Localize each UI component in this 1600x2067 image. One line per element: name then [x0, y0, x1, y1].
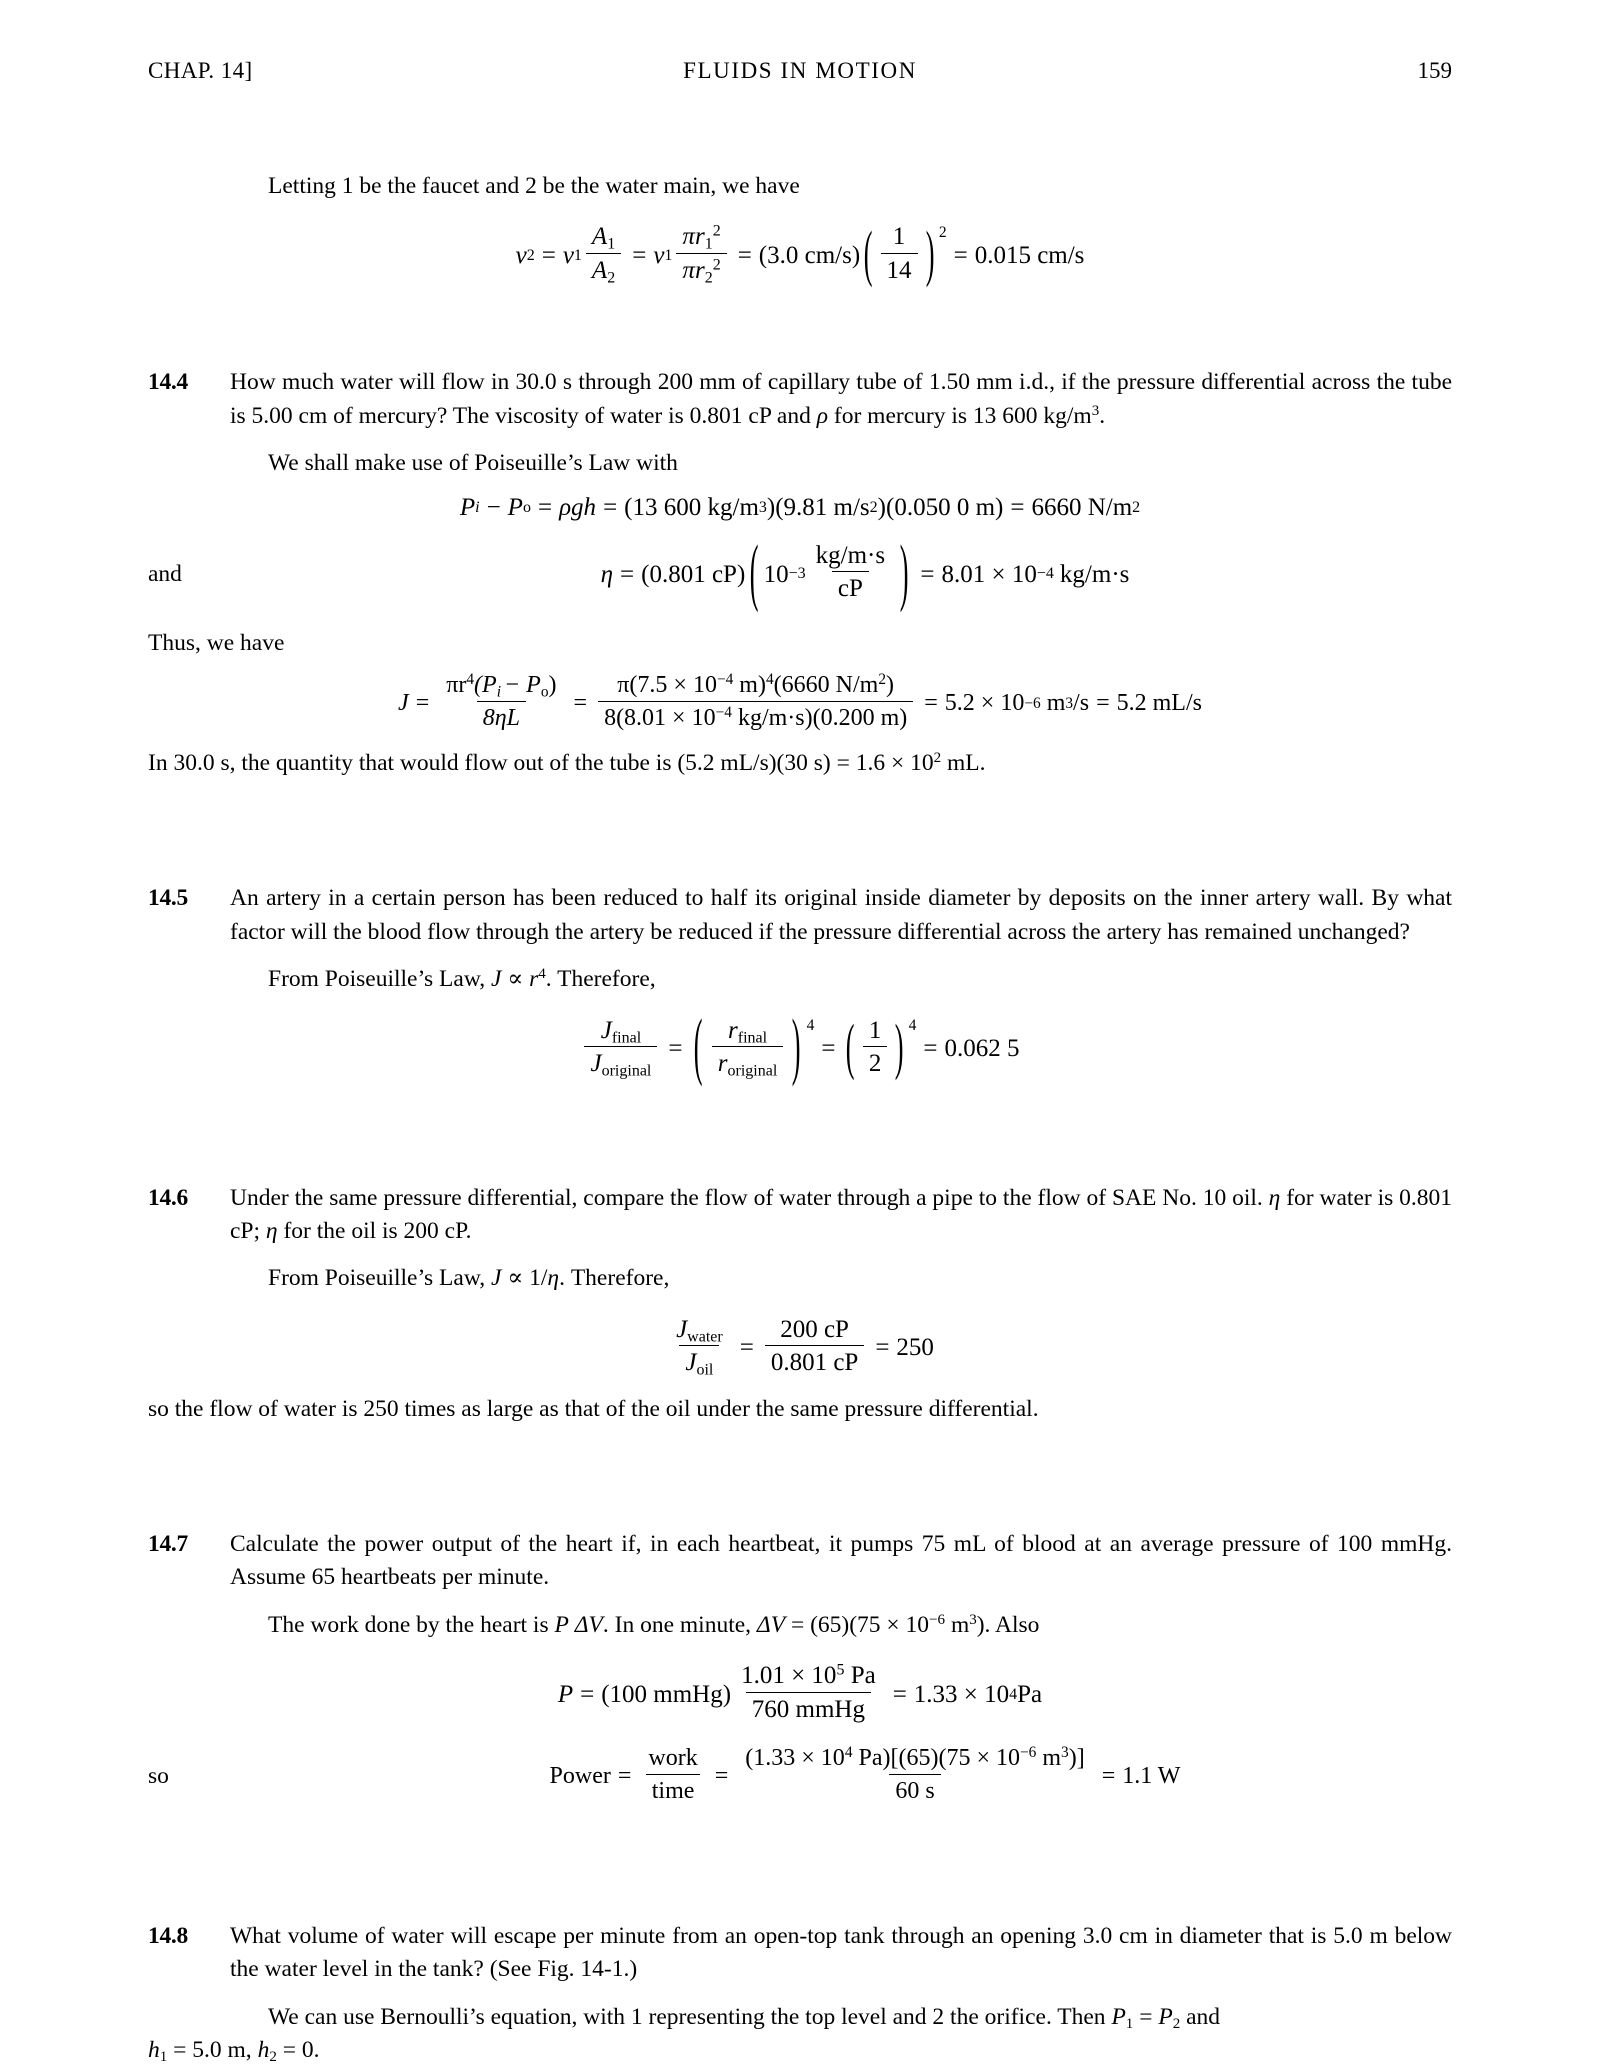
equation-pressure-conversion: P = (100 mmHg) $\frac{1.01 \times 10^5 Pa}{\text{760 mmHg}}$ = 1.33 × 10 4 Pa	[557, 1661, 1043, 1723]
problem-14-8	[148, 1920, 1452, 1987]
equation-power: Power = $\frac{\text{work}}{\text{time}}$ = $\frac{(1.33 \times 10^4 Pa)[(65)(75 \times 10^{-6} m^3)]}{60 s}$ = 1.1 W	[549, 1744, 1181, 1804]
solution-14-5-leadin: From Poiseuille’s Law, $J \propto r^4$. Therefore,	[268, 966, 656, 993]
problem-14-4	[148, 366, 1452, 433]
solution-14-6-closing: so the flow of water is 250 times as large as that of the oil under the same pressure differential.	[148, 1395, 1039, 1422]
solution-14-8-line2: $h_1 = 5.0$ m, $h_2 = 0$.	[148, 2036, 320, 2066]
problem-number: 14.4	[148, 369, 188, 396]
problem-statement: What volume of water will escape per minute from an open-top tank through an opening 3.0 cm in diameter that is 5.0 m below the water level in the tank? (See Fig. 14-1.)	[230, 1922, 1452, 1983]
eq-v2-result: 0.015 cm/s	[974, 242, 1085, 270]
frac-power-numeric: $\frac{(1.33 \times 10^4 Pa)[(65)(75 \times 10^{-6} m^3)]}{60 s}$	[745, 1744, 1085, 1804]
running-head	[148, 58, 1452, 88]
intro-paragraph	[230, 170, 1452, 203]
equation-v2: v 2 = v 1 $\frac{A_1}{A_2}$ = v 1 $\frac{\pi r_1^2}{\pi r_2^2}$ = (3.0 cm/s) ( $\frac{1}{14}$ ) 2 = 0.015 cm/s	[515, 221, 1085, 289]
problem-14-7	[148, 1528, 1452, 1595]
solution-14-4-closing: In 30.0 s, the quantity that would flow out of the tube is (5.2 mL/s)(30 $s) = 1.6 \times 10^2$ mL.	[148, 750, 986, 777]
problem-14-5	[148, 882, 1452, 949]
frac-areas: $\frac{A_1}{A_2}$	[586, 223, 621, 284]
equation-viscosity: η = (0.801 cP) ( 10 −3 $\frac{kg/m\cdot s}{cP}$ ) = 8.01 × 10 −4 kg/m·s	[600, 533, 1130, 615]
problem-number: 14.7	[148, 1530, 188, 1557]
equation-flow-ratio: $\frac{J_{final}}{J_{original}}$ = ( $\frac{r_{final}}{r_{original}}$ ) 4 = ( $\frac{1}{2}$ ) 4 = 0.062 5	[148, 1019, 1452, 1080]
and-label: and	[148, 560, 182, 587]
problem-14-6	[148, 1182, 1452, 1249]
problem-statement: Calculate the power output of the heart if, in each heartbeat, it pumps 75 mL of blood at an average pressure of 100 mmHg. Assume 65 heartbeats per minute.	[230, 1530, 1453, 1591]
equation-water-oil-ratio: $\frac{J_{water}}{J_{oil}}$ = $\frac{200 cP}{0.801 cP}$ = 250	[148, 1318, 1452, 1379]
eq-v2-speed: (3.0 cm/s)	[758, 242, 861, 270]
chapter-label: CHAP. 14]	[148, 58, 253, 83]
page-number: 159	[1417, 58, 1452, 83]
frac-poiseuille-numeric: $\frac{\pi(7.5 \times 10^{-4} m)^4(6660 N/m^2)}{8(8.01 \times 10^{-4} kg/m\cdot s)(0.200 m)}$	[598, 672, 913, 731]
problem-statement: An artery in a certain person has been reduced to half its original inside diameter by deposits on the inner artery wall. By what factor will the blood flow through the artery be reduced if the pressure differential across the artery has remained unchanged?	[230, 885, 1452, 945]
equation-pressure-diff: P i − P o = ρgh = (13 600 kg/m 3 ) (9.81 m/s 2 ) (0.050 0 m) = 6660 N/m 2	[459, 494, 1141, 522]
solution-14-4-leadin: We shall make use of Poiseuille’s Law with	[268, 450, 678, 477]
frac-pa-mmhg: $\frac{1.01 \times 10^5 Pa}{\text{760 mmHg}}$	[741, 1661, 876, 1723]
thus-label: Thus, we have	[148, 629, 285, 656]
equation-power-row	[148, 1744, 1452, 1806]
solution-14-8: We can use Bernoulli’s equation, with 1 representing the top level and 2 the orifice. Then $P_1 = P_2$ and	[268, 2003, 1221, 2032]
equation-viscosity-row	[148, 533, 1452, 615]
equation-flow-rate: J = $\frac{\pi r^4(P_i - P_o)}{8\eta L}$ = $\frac{\pi(7.5 \times 10^{-4} m)^4(6660 N/m^2)}{8(8.01 \times 10^{-4} kg/m\cdot s)(0.200 m)}$ = 5.2 × 10 −6 m 3 /s = 5.2 mL/s	[398, 671, 1202, 731]
page-title: FLUIDS IN MOTION	[683, 58, 917, 83]
page-content	[148, 170, 1452, 2067]
solution-14-7-leadin: The work done by the heart is P ΔV. In one minute, $\Delta V = (65)(75 \times 10^{-6}$ $m^3$). Also	[268, 1611, 1040, 1638]
frac-viscosity-ratio: $\frac{200 cP}{0.801 cP}$	[765, 1316, 865, 1377]
problem-number: 14.8	[148, 1922, 188, 1949]
frac-radii: $\frac{\pi r_1^2}{\pi r_2^2}$	[676, 223, 726, 284]
solution-14-6-leadin: From Poiseuille’s Law, J ∝ 1/η. Therefore,	[268, 1265, 670, 1292]
problem-number: 14.5	[148, 885, 188, 912]
frac-J-ratio: $\frac{J_{final}}{J_{original}}$	[584, 1017, 657, 1078]
frac-poiseuille-symbolic: $\frac{\pi r^4(P_i - P_o)}{8\eta L}$	[446, 671, 557, 731]
problem-statement: Under the same pressure differential, compare the flow of water through a pipe to the flow of SAE No. 10 oil. η for water is 0.801 cP; η for the oil is 200 cP.	[230, 1184, 1453, 1244]
problem-statement: How much water will flow in 30.0 s through 200 mm of capillary tube of 1.50 mm i.d., if the pressure differential across the tube is 5.00 cm of mercury? The viscosity of water is 0.801 cP and ρ for mercury is 13 600 $kg/m^3$.	[230, 369, 1452, 429]
frac-J-water-oil: $\frac{J_{water}}{J_{oil}}$	[676, 1315, 723, 1379]
problem-number: 14.6	[148, 1184, 188, 1211]
frac-work-time: $\frac{\text{work}}{\text{time}}$	[642, 1745, 703, 1804]
intro-text: Letting 1 be the faucet and 2 be the water main, we have	[268, 173, 800, 199]
eq-v2-lhs: v	[515, 242, 527, 270]
so-label: so	[148, 1762, 169, 1789]
